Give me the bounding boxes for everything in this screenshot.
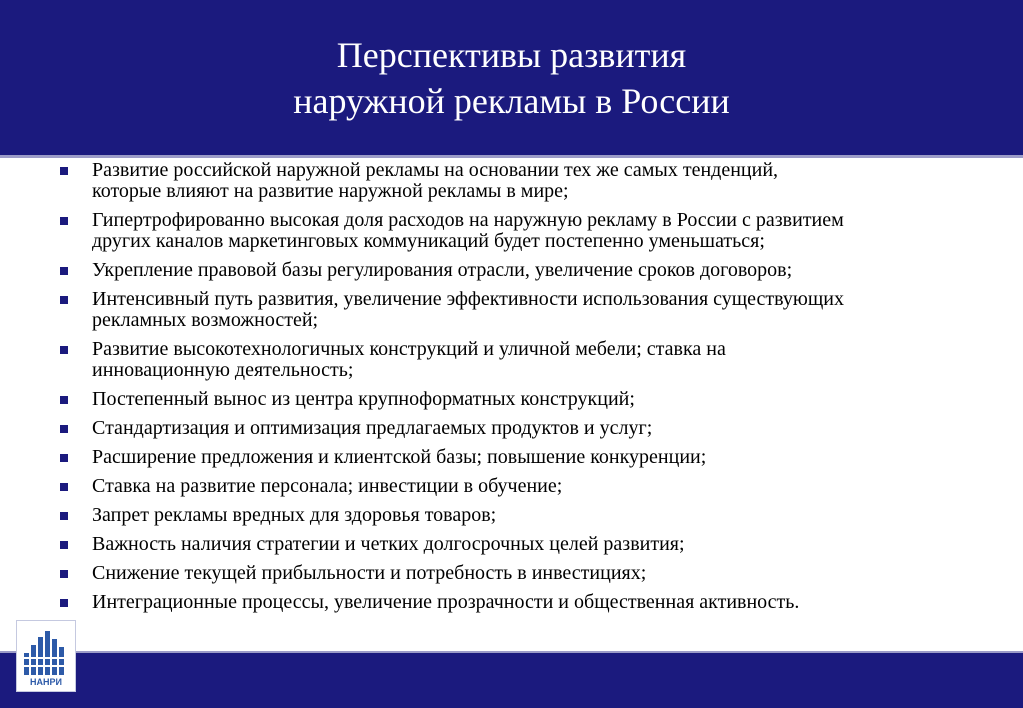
list-item-line: других каналов маркетинговых коммуникаций будет постепенно уменьшаться; (92, 230, 765, 252)
square-bullet-icon (60, 570, 68, 578)
bullet-list (0, 160, 1023, 621)
bar-chart-logo-icon (21, 627, 71, 677)
list-item (0, 418, 1023, 439)
square-bullet-icon (60, 599, 68, 607)
list-item (0, 339, 1023, 381)
list-item-line: Развитие высокотехнологичных конструкций и уличной мебели; ставка на (92, 338, 726, 360)
list-item-line: которые влияют на развитие наружной рекламы в мире; (92, 180, 569, 202)
list-item-line: инновационную деятельность; (92, 359, 354, 381)
list-item (0, 476, 1023, 497)
list-item-line: Важность наличия стратегии и четких долгосрочных целей развития; (92, 533, 685, 555)
list-item-line: Ставка на развитие персонала; инвестиции в обучение; (92, 475, 563, 497)
list-item (0, 534, 1023, 555)
page-title-line-1: Перспективы развития (336, 34, 687, 75)
logo (16, 620, 76, 692)
list-item-line: Интенсивный путь развития, увеличение эффективности использования существующих (92, 288, 844, 310)
list-item-line: Укрепление правовой базы регулирования отрасли, увеличение сроков договоров; (92, 259, 793, 281)
list-item-line: рекламных возможностей; (92, 309, 319, 331)
list-item-line: Расширение предложения и клиентской базы; повышение конкуренции; (92, 446, 707, 468)
list-item (0, 563, 1023, 584)
list-item (0, 160, 1023, 202)
title-banner (0, 0, 1023, 158)
list-item (0, 289, 1023, 331)
list-item-line: Снижение текущей прибыльности и потребность в инвестициях; (92, 562, 647, 584)
square-bullet-icon (60, 541, 68, 549)
logo-text: НАНРИ (30, 677, 62, 687)
list-item-line: Интеграционные процессы, увеличение прозрачности и общественная активность. (92, 591, 800, 613)
square-bullet-icon (60, 425, 68, 433)
list-item-line: Постепенный вынос из центра крупноформатных конструкций; (92, 388, 635, 410)
square-bullet-icon (60, 483, 68, 491)
page-title-line-2: наружной рекламы в России (293, 80, 730, 121)
list-item-line: Развитие российской наружной рекламы на основании тех же самых тенденций, (92, 159, 779, 181)
list-item (0, 260, 1023, 281)
square-bullet-icon (60, 454, 68, 462)
square-bullet-icon (60, 396, 68, 404)
square-bullet-icon (60, 512, 68, 520)
list-item (0, 592, 1023, 613)
square-bullet-icon (60, 167, 68, 175)
square-bullet-icon (60, 267, 68, 275)
list-item-line: Запрет рекламы вредных для здоровья товаров; (92, 504, 497, 526)
list-item (0, 447, 1023, 468)
list-item (0, 505, 1023, 526)
list-item-line: Гипертрофированно высокая доля расходов на наружную рекламу в России с развитием (92, 209, 844, 231)
footer-bar (0, 651, 1023, 708)
list-item-line: Стандартизация и оптимизация предлагаемых продуктов и услуг; (92, 417, 653, 439)
square-bullet-icon (60, 346, 68, 354)
square-bullet-icon (60, 296, 68, 304)
list-item (0, 210, 1023, 252)
square-bullet-icon (60, 217, 68, 225)
list-item (0, 389, 1023, 410)
